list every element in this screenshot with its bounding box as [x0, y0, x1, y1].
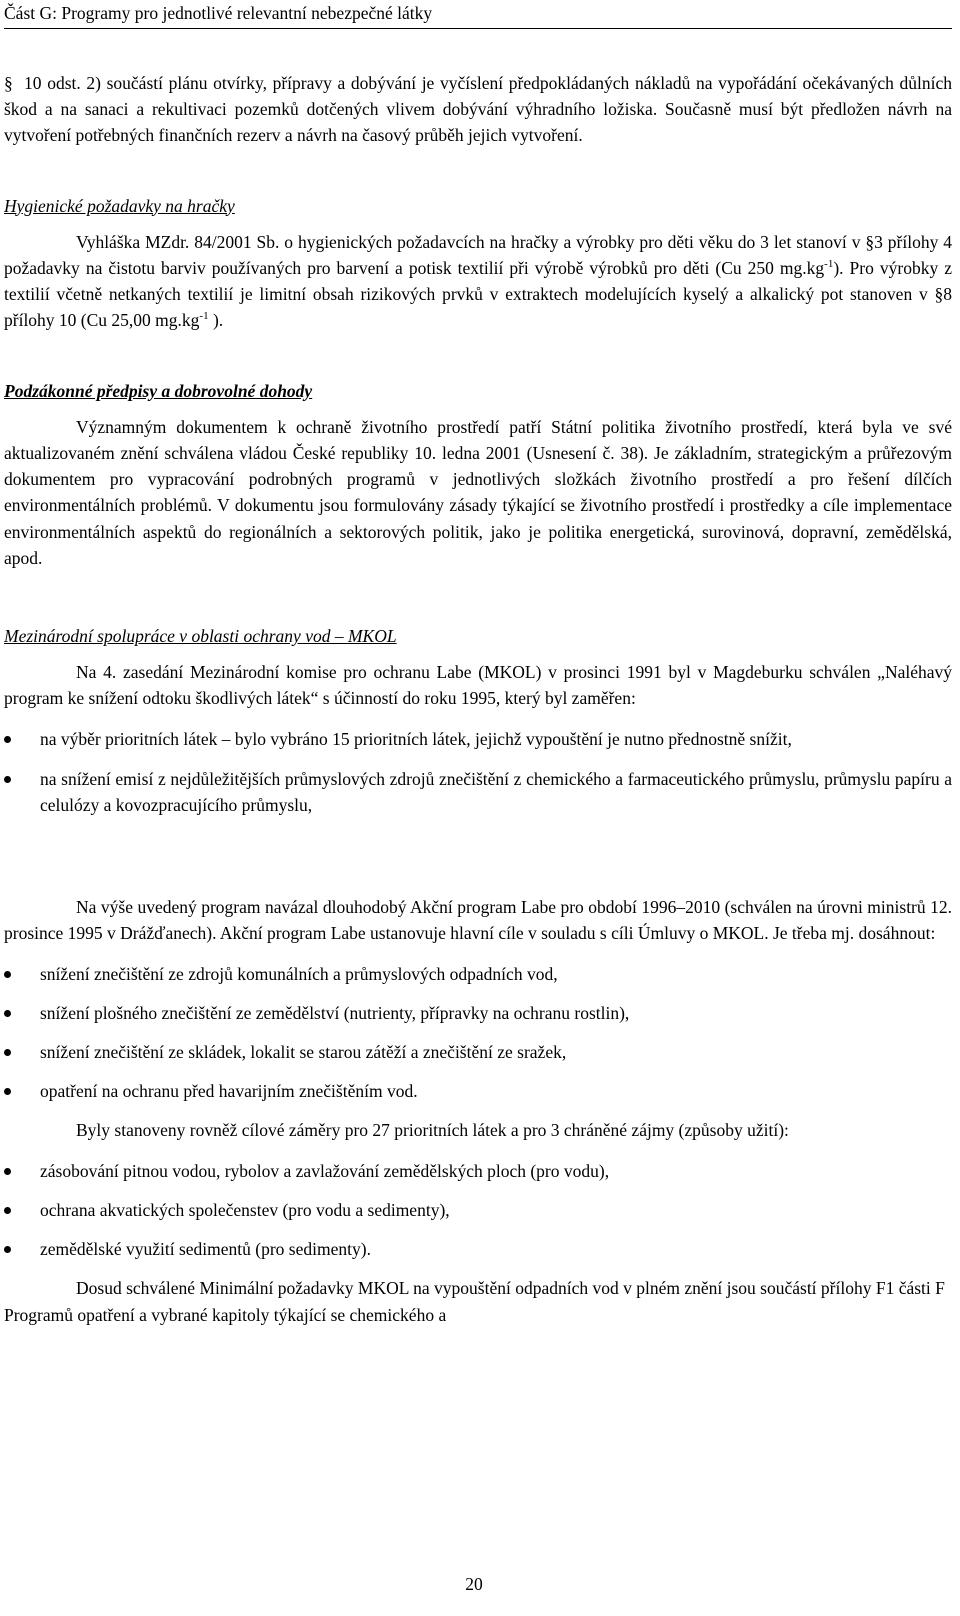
bullet-list-urgent-program: [4, 726, 952, 819]
list-item: snížení plošného znečištění ze zemědělství (nutrienty, přípravky na ochranu rostlin),: [4, 1000, 952, 1026]
paragraph-toy-hygiene: Vyhláška MZdr. 84/2001 Sb. o hygienických požadavcích na hračky a výrobky pro děti věku do 3 let stanoví v §3 přílohy 4 požadavky na čistotu barviv používaných pro barvení a potisk textilií při výrobě výrobků pro děti (Cu 250 $mg.kg^{-1}$). Pro výrobky z textilií včetně netkaných textilií je limitní obsah rizikových prvků v extraktech modelujících kyselý a alkalický pot stanoven v §8 přílohy 10 (Cu 25,00 $mg.kg^{-1}$ ).: [4, 231, 952, 331]
heading-regulations: Podzákonné předpisy a dobrovolné dohody: [4, 380, 313, 401]
bullet-icon: [4, 1168, 11, 1175]
paragraph-mkol-intro: Na 4. zasedání Mezinárodní komise pro ochranu Labe (MKOL) v prosinci 1991 byl v Magdeburku schválen „Naléhavý program ke snížení odtoku škodlivých látek“ s účinností do roku 1995, který byl zaměřen:: [4, 662, 952, 709]
bullet-icon: [4, 776, 11, 783]
list-item: zásobování pitnou vodou, rybolov a zavlažování zemědělských ploch (pro vodu),: [4, 1158, 952, 1184]
page-number: 20: [465, 1574, 483, 1594]
list-item: snížení znečištění ze zdrojů komunálních a průmyslových odpadních vod,: [4, 961, 952, 987]
heading-mkol: Mezinárodní spolupráce v oblasti ochrany vod – MKOL: [4, 626, 397, 647]
paragraph-regulations: Významným dokumentem k ochraně životního prostředí patří Státní politika životního prostředí, která byla ve své aktualizovaném znění schválena vládou České republiky 10. ledna 2001 (Usnesení č. 38). Je základním, strategickým a průřezovým dokumentem pro vypracování podrobných programů v jednotlivých složkách životního prostředí a pro řešení dílčích environmentálních problémů. V dokumentu jsou formulovány zásady týkající se životního prostředí i prostředky a cíle implementace environmentálních aspektů do regionálních a sektorových politik, jako je politika energetická, surovinová, dopravní, zemědělská, apod.: [4, 416, 952, 568]
bullet-list-protected-uses: [4, 1158, 952, 1263]
page-header: [4, 0, 952, 29]
paragraph-action-program: Na výše uvedený program navázal dlouhodobý Akční program Labe pro období 1996–2010 (schválen na úrovni ministrů 12. prosince 1995 v Drážďanech). Akční program Labe ustanovuje hlavní cíle v souladu s cíli Úmluvy o MKOL. Je třeba mj. dosáhnout:: [4, 897, 952, 944]
list-item: snížení znečištění ze skládek, lokalit se starou zátěží a znečištění ze sražek,: [4, 1039, 952, 1065]
paragraph-minimum-requirements: Dosud schválené Minimální požadavky MKOL na vypouštění odpadních vod v plném znění jsou součástí přílohy F1 části F Programů opatření a vybrané kapitoly týkající se chemického a: [4, 1278, 945, 1325]
bullet-icon: [4, 1207, 11, 1214]
document-body: [4, 70, 952, 1328]
paragraph-mining-plan: [4, 70, 952, 149]
list-item: ochrana akvatických společenstev (pro vodu a sedimenty),: [4, 1197, 952, 1223]
list-item: na snížení emisí z nejdůležitějších průmyslových zdrojů znečištění z chemického a farmaceutického průmyslu, průmyslu papíru a celulózy a kovozpracujícího průmyslu,: [4, 766, 952, 818]
paragraph-targets: Byly stanoveny rovněž cílové záměry pro 27 prioritních látek a pro 3 chráněné zájmy (způsoby užití):: [76, 1120, 789, 1141]
heading-toy-hygiene: Hygienické požadavky na hračky: [4, 195, 235, 216]
list-item: opatření na ochranu před havarijním znečištěním vod.: [4, 1078, 952, 1104]
header-title: Část G: Programy pro jednotlivé relevantní nebezpečné látky: [4, 3, 433, 23]
bullet-icon: [4, 1010, 11, 1017]
list-item: na výběr prioritních látek – bylo vybráno 15 prioritních látek, jejichž vypouštění je nutno přednostně snížit,: [4, 726, 952, 752]
bullet-icon: [4, 1246, 11, 1253]
bullet-icon: [4, 736, 11, 743]
bullet-icon: [4, 971, 11, 978]
list-item: zemědělské využití sedimentů (pro sedimenty).: [4, 1236, 952, 1262]
bullet-list-action-goals: [4, 961, 952, 1105]
section-mark: §: [4, 73, 13, 93]
paragraph-mining-plan-text: 10 odst. 2) součástí plánu otvírky, přípravy a dobývání je vyčíslení předpokládaných nákladů na vypořádání očekávaných důlních škod a na sanaci a rekultivaci pozemků dotčených vlivem dobývání výhradního ložiska. Současně musí být předložen návrh na vytvoření potřebných finančních rezerv a návrh na časový průběh jejich vytvoření.: [4, 73, 952, 146]
bullet-icon: [4, 1049, 11, 1056]
bullet-icon: [4, 1088, 11, 1095]
